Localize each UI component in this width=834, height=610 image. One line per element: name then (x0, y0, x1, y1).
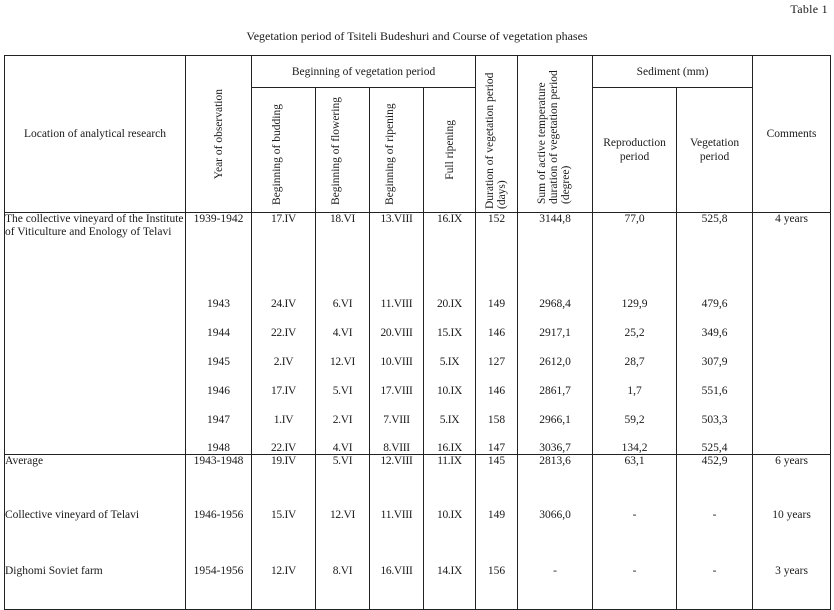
cell-temp: 2917,1 (518, 310, 593, 339)
cell-reproduction: 1,7 (593, 368, 677, 397)
cell-ripening: 10.VIII (370, 339, 424, 368)
cell-days: 146 (476, 310, 518, 339)
cell-location: The collective vineyard of the Institute of Viticulture and Enology of Telavi (5, 213, 186, 455)
cell-budding: 22.IV (252, 426, 316, 455)
table-row (5, 565, 831, 610)
cell-reproduction: 63,1 (593, 455, 677, 509)
cell-full-ripening: 11.IX (424, 455, 476, 509)
cell-days: 146 (476, 368, 518, 397)
vegetation-table (4, 55, 831, 610)
header-sediment-group: Sediment (mm) (593, 56, 753, 88)
cell-budding: 24.IV (252, 281, 316, 310)
cell-temp: 2612,0 (518, 339, 593, 368)
header-budding-text: Beginning of budding (270, 104, 283, 205)
cell-vegetation: - (677, 509, 753, 565)
cell-flowering: 5.VI (316, 368, 370, 397)
cell-reproduction: 59,2 (593, 397, 677, 426)
cell-reproduction: 129,9 (593, 281, 677, 310)
cell-vegetation: 525,4 (677, 426, 753, 455)
cell-ripening: 13.VIII (370, 213, 424, 281)
header-duration (476, 56, 518, 213)
cell-year: 1945 (186, 339, 252, 368)
cell-days: 158 (476, 397, 518, 426)
header-reproduction: Reproduction period (593, 88, 677, 213)
cell-location: Collective vineyard of Telavi (5, 509, 186, 565)
header-year-text: Year of observation (212, 88, 225, 180)
header-duration-text: Duration of vegetation period (days) (483, 72, 508, 209)
cell-reproduction: 25,2 (593, 310, 677, 339)
cell-flowering: 8.VI (316, 565, 370, 610)
cell-full-ripening: 10.IX (424, 368, 476, 397)
cell-full-ripening: 20.IX (424, 281, 476, 310)
cell-flowering: 2.VI (316, 397, 370, 426)
cell-days: 145 (476, 455, 518, 509)
table-row (5, 213, 831, 281)
cell-comment: 4 years (753, 213, 831, 281)
cell-flowering: 4.VI (316, 310, 370, 339)
cell-budding: 12.IV (252, 565, 316, 610)
cell-temp: 3036,7 (518, 426, 593, 455)
table-label: Table 1 (790, 2, 828, 16)
header-sum-temp (518, 56, 593, 213)
cell-comment (753, 368, 831, 397)
header-comments: Comments (753, 56, 831, 213)
cell-budding: 1.IV (252, 397, 316, 426)
cell-vegetation: 479,6 (677, 281, 753, 310)
header-budding (252, 88, 316, 213)
cell-full-ripening: 16.IX (424, 213, 476, 281)
cell-ripening: 11.VIII (370, 509, 424, 565)
cell-year: 1939-1942 (186, 213, 252, 281)
cell-temp: 3144,8 (518, 213, 593, 281)
cell-year: 1946 (186, 368, 252, 397)
cell-budding: 22.IV (252, 310, 316, 339)
header-vegetation: Vegetation period (677, 88, 753, 213)
cell-temp: 2966,1 (518, 397, 593, 426)
cell-full-ripening: 5.IX (424, 339, 476, 368)
cell-ripening: 12.VIII (370, 455, 424, 509)
cell-full-ripening: 10.IX (424, 509, 476, 565)
cell-temp: 2968,4 (518, 281, 593, 310)
cell-temp: 3066,0 (518, 509, 593, 565)
header-location: Location of analytical research (5, 56, 186, 213)
cell-vegetation: 307,9 (677, 339, 753, 368)
cell-flowering: 18.VI (316, 213, 370, 281)
header-ripening (370, 88, 424, 213)
cell-full-ripening: 14.IX (424, 565, 476, 610)
header-beginning-group: Beginning of vegetation period (252, 56, 476, 88)
cell-location: Dighomi Soviet farm (5, 565, 186, 610)
cell-year: 1946-1956 (186, 509, 252, 565)
header-sum-temp-text: Sum of active temperature duration of vegetation period (degree) (536, 70, 573, 204)
cell-flowering: 5.VI (316, 455, 370, 509)
table-row-average (5, 455, 831, 509)
cell-vegetation: 525,8 (677, 213, 753, 281)
cell-days: 127 (476, 339, 518, 368)
cell-ripening: 20.VIII (370, 310, 424, 339)
header-flowering-text: Beginning of flowering (329, 97, 342, 205)
cell-budding: 19.IV (252, 455, 316, 509)
cell-comment (753, 281, 831, 310)
cell-reproduction: 134,2 (593, 426, 677, 455)
header-year (186, 56, 252, 213)
cell-ripening: 7.VIII (370, 397, 424, 426)
cell-comment: 6 years (753, 455, 831, 509)
cell-flowering: 12.VI (316, 339, 370, 368)
cell-location: Average (5, 455, 186, 509)
cell-budding: 2.IV (252, 339, 316, 368)
cell-year: 1948 (186, 426, 252, 455)
cell-budding: 17.IV (252, 213, 316, 281)
cell-vegetation: 551,6 (677, 368, 753, 397)
header-full-ripening-text: Full ripening (443, 120, 456, 180)
cell-ripening: 17.VIII (370, 368, 424, 397)
cell-year: 1947 (186, 397, 252, 426)
cell-comment (753, 339, 831, 368)
cell-days: 149 (476, 509, 518, 565)
cell-comment: 10 years (753, 509, 831, 565)
cell-flowering: 6.VI (316, 281, 370, 310)
cell-ripening: 11.VIII (370, 281, 424, 310)
cell-temp: 2813,6 (518, 455, 593, 509)
header-full-ripening (424, 88, 476, 213)
cell-ripening: 8.VIII (370, 426, 424, 455)
cell-days: 156 (476, 565, 518, 610)
cell-flowering: 4.VI (316, 426, 370, 455)
cell-ripening: 16.VIII (370, 565, 424, 610)
cell-comment (753, 397, 831, 426)
cell-year: 1943 (186, 281, 252, 310)
header-flowering (316, 88, 370, 213)
cell-full-ripening: 16.IX (424, 426, 476, 455)
header-ripening-text: Beginning of ripening (383, 103, 396, 205)
cell-vegetation: 452,9 (677, 455, 753, 509)
cell-reproduction: 77,0 (593, 213, 677, 281)
cell-days: 152 (476, 213, 518, 281)
cell-temp: - (518, 565, 593, 610)
cell-days: 149 (476, 281, 518, 310)
cell-full-ripening: 15.IX (424, 310, 476, 339)
table-row (5, 509, 831, 565)
cell-days: 147 (476, 426, 518, 455)
cell-year: 1943-1948 (186, 455, 252, 509)
table-title: Vegetation period of Tsiteli Budeshuri and Course of vegetation phases (246, 29, 588, 43)
cell-temp: 2861,7 (518, 368, 593, 397)
cell-year: 1954-1956 (186, 565, 252, 610)
cell-comment (753, 426, 831, 455)
cell-vegetation: 503,3 (677, 397, 753, 426)
cell-vegetation: 349,6 (677, 310, 753, 339)
cell-budding: 17.IV (252, 368, 316, 397)
cell-vegetation: - (677, 565, 753, 610)
cell-full-ripening: 5.IX (424, 397, 476, 426)
cell-comment: 3 years (753, 565, 831, 610)
cell-flowering: 12.VI (316, 509, 370, 565)
cell-reproduction: 28,7 (593, 339, 677, 368)
cell-reproduction: - (593, 509, 677, 565)
cell-budding: 15.IV (252, 509, 316, 565)
cell-year: 1944 (186, 310, 252, 339)
cell-reproduction: - (593, 565, 677, 610)
cell-comment (753, 310, 831, 339)
